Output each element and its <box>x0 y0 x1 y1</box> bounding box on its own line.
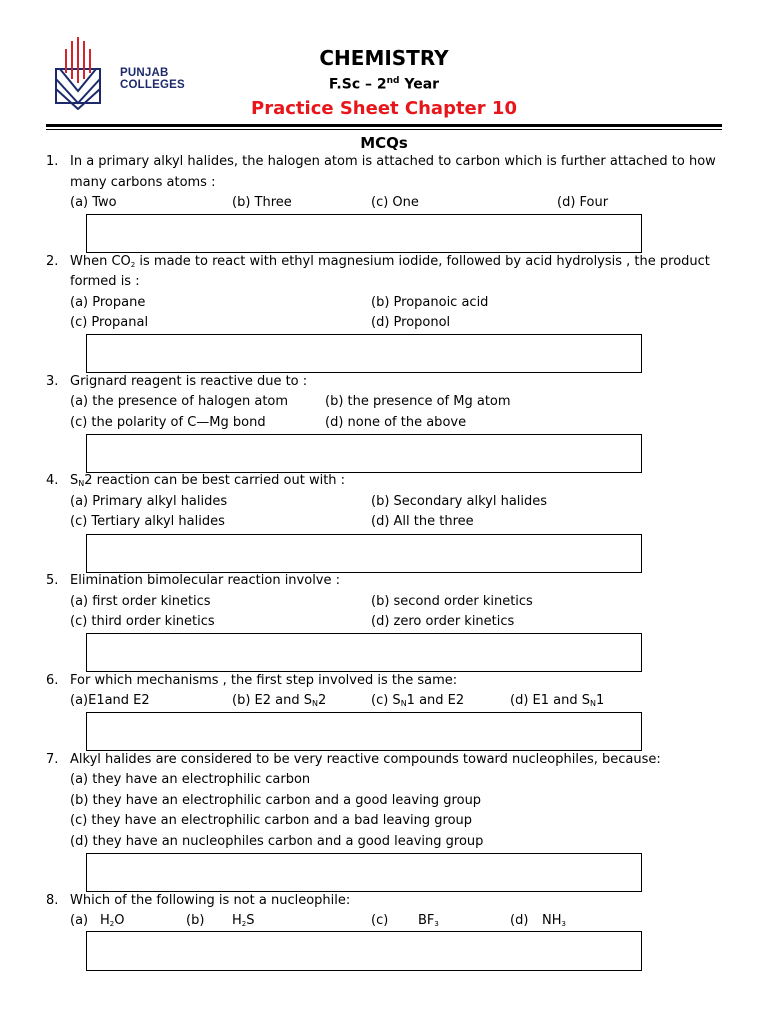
a-sub: 2 <box>109 920 115 928</box>
answer-box[interactable] <box>86 853 642 892</box>
sn-subscript: N <box>312 699 318 708</box>
option-b: (b) the presence of Mg atom <box>325 394 511 409</box>
option-a: (a) Propane <box>70 295 146 310</box>
option-b-post: 2 <box>317 693 327 708</box>
q4-subscript: N <box>78 479 85 488</box>
question-text-line: many carbons atoms : <box>70 175 216 190</box>
class-suffix: Year <box>399 76 440 93</box>
question-text-line: formed is : <box>70 274 140 289</box>
option-d <box>510 692 604 713</box>
option-a <box>100 912 124 933</box>
logo-line-1: PUNJAB <box>120 67 169 79</box>
b-pre: H <box>232 913 242 928</box>
question-text-line: In a primary alkyl halides, the halogen atom is attached to carbon which is further attached to how <box>70 154 716 169</box>
question-text-line: Alkyl halides are considered to be very reactive compounds toward nucleophiles, because: <box>70 752 661 767</box>
option-d: (d) Four <box>557 195 609 210</box>
c-pre: BF <box>418 913 435 928</box>
q4-text-b: 2 reaction can be best carried out with : <box>84 473 346 488</box>
answer-box[interactable] <box>86 534 642 573</box>
option-b <box>232 912 255 933</box>
option-a: (a) they have an electrophilic carbon <box>70 772 311 787</box>
question-number: 6. <box>46 673 59 688</box>
a-pre: H <box>100 913 110 928</box>
option-a: (a) the presence of halogen atom <box>70 394 289 409</box>
option-b-pre: (b) E2 and S <box>232 693 312 708</box>
option-b: (b) Propanoic acid <box>371 295 489 310</box>
option-c <box>371 692 464 713</box>
option-a: (a) first order kinetics <box>70 594 211 609</box>
answer-box[interactable] <box>86 214 642 253</box>
b-post: S <box>246 913 255 928</box>
subject-title: CHEMISTRY <box>319 46 449 70</box>
option-d: (d) All the three <box>371 514 474 529</box>
option-d: (d) zero order kinetics <box>371 614 515 629</box>
question-text-line: Which of the following is not a nucleophile: <box>70 893 351 908</box>
logo-line-2: COLLEGES <box>120 79 185 91</box>
q2-subscript: 2 <box>130 261 136 269</box>
option-c-label: (c) <box>371 913 389 928</box>
answer-box[interactable] <box>86 712 642 751</box>
question-number: 1. <box>46 154 59 169</box>
option-b-label: (b) <box>186 913 205 928</box>
option-c: (c) the polarity of C—Mg bond <box>70 415 266 430</box>
option-c: (c) One <box>371 195 419 210</box>
question-number: 5. <box>46 573 59 588</box>
option-c: (c) Tertiary alkyl halides <box>70 514 225 529</box>
answer-box[interactable] <box>86 633 642 672</box>
sheet-title: Practice Sheet Chapter 10 <box>251 98 517 119</box>
class-sup: nd <box>386 76 400 86</box>
class-title <box>0 76 768 93</box>
class-prefix: F.Sc – 2 <box>328 76 387 93</box>
option-a: (a)E1and E2 <box>70 693 150 708</box>
option-c: (c) Propanal <box>70 315 149 330</box>
option-d-label: (d) <box>510 913 529 928</box>
option-c: (c) they have an electrophilic carbon and a bad leaving group <box>70 813 473 828</box>
option-c-pre: (c) S <box>371 693 401 708</box>
b-sub: 2 <box>241 920 247 928</box>
answer-box[interactable] <box>86 334 642 373</box>
option-b: (b) they have an electrophilic carbon and a good leaving group <box>70 793 482 808</box>
header-rule-thick <box>46 124 722 127</box>
q4-text-a: S <box>70 473 79 488</box>
answer-box[interactable] <box>86 434 642 473</box>
sn-subscript: N <box>590 699 596 708</box>
question-number: 7. <box>46 752 59 767</box>
option-b <box>232 692 326 713</box>
question-number: 4. <box>46 473 59 488</box>
sn-subscript: N <box>400 699 407 708</box>
option-b: (b) Three <box>232 195 292 210</box>
option-a: (a) Primary alkyl halides <box>70 494 228 509</box>
question-text-line <box>70 472 345 493</box>
answer-box[interactable] <box>86 931 642 971</box>
section-title: MCQs <box>360 134 408 152</box>
option-d-post: 1 <box>595 693 605 708</box>
option-b: (b) second order kinetics <box>371 594 533 609</box>
option-c <box>418 912 439 933</box>
option-d <box>542 912 566 933</box>
option-d: (d) they have an nucleophiles carbon and a good leaving group <box>70 834 484 849</box>
question-text-line: Grignard reagent is reactive due to : <box>70 374 308 389</box>
question-text-line: For which mechanisms , the first step involved is the same: <box>70 673 458 688</box>
option-d: (d) none of the above <box>325 415 467 430</box>
a-post: O <box>114 913 125 928</box>
option-b: (b) Secondary alkyl halides <box>371 494 548 509</box>
question-number: 8. <box>46 893 59 908</box>
question-number: 2. <box>46 254 59 269</box>
q2-text-a: When CO <box>70 254 131 269</box>
header-rule-thin <box>46 129 722 130</box>
option-c-post: 1 and E2 <box>406 693 465 708</box>
question-text-line <box>70 253 710 274</box>
option-d-pre: (d) E1 and S <box>510 693 590 708</box>
question-number: 3. <box>46 374 59 389</box>
question-text-line: Elimination bimolecular reaction involve : <box>70 573 341 588</box>
option-a-label: (a) <box>70 913 89 928</box>
option-c: (c) third order kinetics <box>70 614 215 629</box>
d-pre: NH <box>542 913 562 928</box>
c-sub: 3 <box>434 920 439 928</box>
option-a: (a) Two <box>70 195 117 210</box>
d-sub: 3 <box>561 920 566 928</box>
option-d: (d) Proponol <box>371 315 451 330</box>
q2-text-b: is made to react with ethyl magnesium iodide, followed by acid hydrolysis , the product <box>135 254 710 269</box>
